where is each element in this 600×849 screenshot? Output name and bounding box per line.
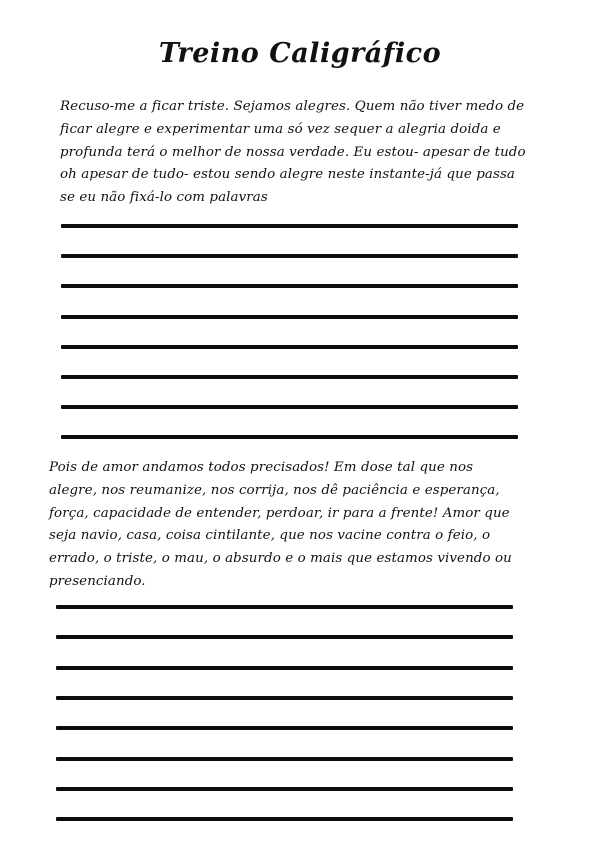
writing-line xyxy=(56,817,513,821)
passage-1-line: ficar alegre e experimentar uma só vez sequer a alegria doida e xyxy=(60,121,501,137)
writing-line xyxy=(56,726,513,730)
passage-1-line: Recuso-me a ficar triste. Sejamos alegres. Quem não tiver medo de xyxy=(60,99,525,114)
writing-line xyxy=(61,315,518,319)
writing-line xyxy=(56,696,513,700)
page-title: Treino Caligráfico xyxy=(158,38,442,69)
passage-2 xyxy=(49,457,512,594)
passage-2-line: errado, o triste, o mau, o absurdo e o mais que estamos vivendo ou xyxy=(49,551,512,567)
passage-2-line: Pois de amor andamos todos precisados! Em dose tal que nos xyxy=(49,460,474,475)
writing-line xyxy=(61,405,518,409)
writing-line xyxy=(56,666,513,670)
writing-line xyxy=(61,375,518,379)
passage-1-line: se eu não fixá-lo com palavras xyxy=(60,190,268,206)
writing-line xyxy=(61,254,518,258)
writing-line xyxy=(61,345,518,349)
passage-1 xyxy=(60,96,526,210)
passage-2-line: força, capacidade de entender, perdoar, ir para a frente! Amor que xyxy=(49,505,510,521)
writing-line xyxy=(56,605,513,609)
writing-line xyxy=(61,284,518,288)
passage-1-line: profunda terá o melhor de nossa verdade. Eu estou- apesar de tudo xyxy=(60,144,526,160)
passage-1-line: oh apesar de tudo- estou sendo alegre neste instante-já que passa xyxy=(60,167,516,183)
writing-line xyxy=(61,435,518,439)
passage-2-line: presenciando. xyxy=(49,573,146,589)
writing-line xyxy=(56,635,513,639)
passage-2-line: alegre, nos reumanize, nos corrija, nos dê paciência e esperança, xyxy=(49,482,500,498)
writing-line xyxy=(56,787,513,791)
passage-2-line: seja navio, casa, coisa cintilante, que nos vacine contra o feio, o xyxy=(49,528,491,544)
writing-line xyxy=(56,757,513,761)
writing-line xyxy=(61,224,518,228)
